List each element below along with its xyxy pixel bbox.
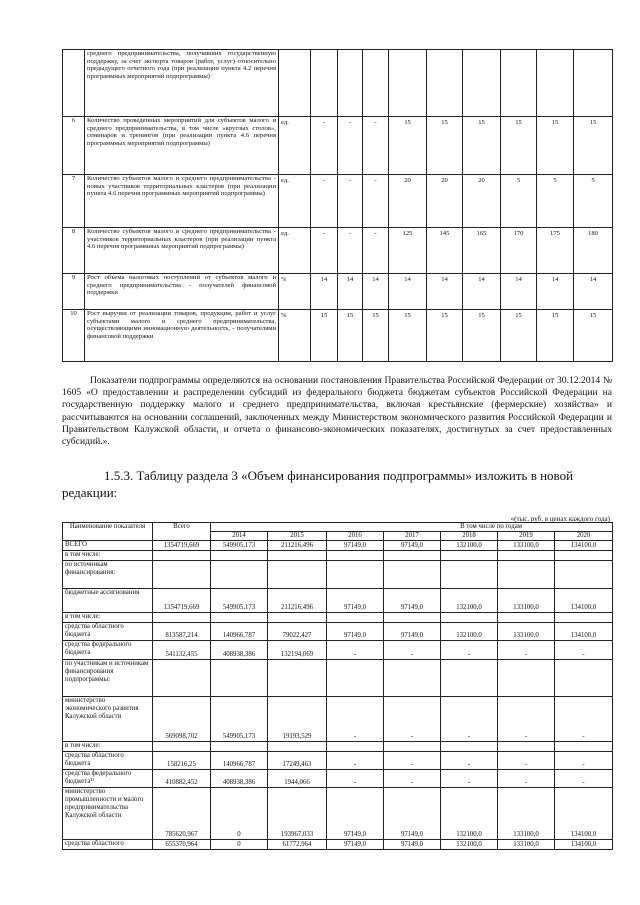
financing-value: 134100,0 <box>555 541 613 551</box>
financing-value: 0 <box>211 840 268 850</box>
financing-value <box>555 613 613 623</box>
financing-value <box>498 660 555 697</box>
financing-value: 541132,455 <box>153 641 211 660</box>
indicator-value: 15 <box>501 117 537 175</box>
financing-value: - <box>384 752 441 770</box>
financing-value: 569098,702 <box>153 697 211 742</box>
financing-value <box>498 742 555 752</box>
financing-row-label: средства областного бюджета <box>63 752 153 770</box>
financing-value: - <box>327 770 384 788</box>
financing-row <box>63 788 613 840</box>
units-note: «(тыс. руб. в ценах каждого года) <box>510 515 610 523</box>
financing-row <box>63 613 613 623</box>
financing-value: 813587,214 <box>153 623 211 641</box>
indicator-value: - <box>338 228 363 274</box>
financing-value: 1354719,669 <box>153 589 211 613</box>
indicator-value: 15 <box>389 310 427 362</box>
indicator-value: 15 <box>537 310 574 362</box>
financing-value: - <box>327 697 384 742</box>
header-year: 2016 <box>327 532 384 541</box>
indicator-value: - <box>311 117 338 175</box>
indicator-value: 14 <box>389 274 427 310</box>
financing-value <box>268 551 327 561</box>
financing-value: 158216,25 <box>153 752 211 770</box>
financing-value: - <box>441 697 498 742</box>
financing-value <box>268 742 327 752</box>
financing-row <box>63 641 613 660</box>
financing-value <box>153 613 211 623</box>
financing-value <box>211 742 268 752</box>
section-heading: 1.5.3. Таблицу раздела 3 «Объем финансирования подпрограммы» изложить в новой редакции: <box>62 468 574 500</box>
financing-value: - <box>555 697 613 742</box>
financing-value: 134100,0 <box>555 840 613 850</box>
financing-row-label: по участникам и источникам финансирования подпрограммы: <box>63 660 153 697</box>
indicator-value: 15 <box>463 310 501 362</box>
indicator-value <box>338 50 363 117</box>
financing-value: - <box>327 752 384 770</box>
header-year: 2015 <box>268 532 327 541</box>
financing-value: - <box>384 770 441 788</box>
financing-row <box>63 623 613 641</box>
financing-value <box>498 561 555 589</box>
indicator-value: 14 <box>427 274 463 310</box>
indicator-value: 5 <box>537 175 574 228</box>
financing-value: 97149,0 <box>327 589 384 613</box>
financing-value <box>555 551 613 561</box>
financing-row <box>63 697 613 742</box>
header-year: 2019 <box>498 532 555 541</box>
indicator-value: 15 <box>363 310 389 362</box>
financing-value: - <box>384 641 441 660</box>
indicator-value: 14 <box>463 274 501 310</box>
financing-value <box>211 551 268 561</box>
financing-value: 132100,0 <box>441 589 498 613</box>
indicator-value: 15 <box>463 117 501 175</box>
indicator-value <box>463 50 501 117</box>
financing-value <box>268 561 327 589</box>
indicator-value <box>574 50 613 117</box>
financing-value <box>384 551 441 561</box>
indicator-value: 15 <box>338 310 363 362</box>
financing-value: 97149,0 <box>384 623 441 641</box>
financing-value: 549905,173 <box>211 541 268 551</box>
indicator-value: 14 <box>338 274 363 310</box>
indicator-number: 9 <box>63 274 85 310</box>
financing-value: 0 <box>211 788 268 840</box>
financing-value: 97149,0 <box>327 541 384 551</box>
indicator-row <box>63 228 613 274</box>
indicator-value: 170 <box>501 228 537 274</box>
indicator-row <box>63 50 613 117</box>
indicator-unit: % <box>279 274 311 310</box>
indicator-value: 15 <box>427 310 463 362</box>
financing-row-label: средства федерального бюджета <box>63 641 153 660</box>
financing-value: 410882,452 <box>153 770 211 788</box>
financing-value: 97149,0 <box>327 623 384 641</box>
indicator-value: 14 <box>501 274 537 310</box>
header-name: Наименование показателя <box>63 523 153 541</box>
financing-row-label: средства областного бюджета <box>63 623 153 641</box>
financing-row <box>63 742 613 752</box>
financing-value: 140966,787 <box>211 623 268 641</box>
financing-value <box>211 561 268 589</box>
financing-value: 1944,066 <box>268 770 327 788</box>
financing-value <box>268 613 327 623</box>
indicator-name: Количество субъектов малого и среднего предпринимательства - новых участников территориальных кластеров (при реализации пункта 4.6 перечня программных мероприятий подпрограммы) <box>85 175 279 228</box>
financing-value: 97149,0 <box>384 788 441 840</box>
financing-row-label: в том числе: <box>63 742 153 752</box>
indicator-value: 20 <box>389 175 427 228</box>
financing-value: - <box>498 752 555 770</box>
financing-value <box>327 551 384 561</box>
indicator-value: - <box>338 117 363 175</box>
indicator-value: - <box>311 175 338 228</box>
indicator-value <box>537 50 574 117</box>
indicator-number: 10 <box>63 310 85 362</box>
indicators-note-paragraph: Показатели подпрограммы определяются на основании постановления Правительства Российской Федерации от 30.12.2014 № 1605 «О предоставлении и распределении субсидий из федерального бюджета бюджетам субъектов Российской Федерации на государственную поддержку малого и среднего предпринимательства, включая крестьянские (фермерские) хозяйства» и рассчитываются на основании соглашений, заключенных между Министерством экономического развития Российской Федерации и Правительством Калужской области, и отчета о финансово-экономических показателях, достигнутых за счет предоставленных субсидий.». <box>62 375 612 448</box>
financing-value <box>498 551 555 561</box>
indicator-value <box>311 50 338 117</box>
indicator-value: 15 <box>501 310 537 362</box>
financing-row <box>63 660 613 697</box>
financing-value: 211216,496 <box>268 589 327 613</box>
financing-value: 549905,173 <box>211 697 268 742</box>
financing-row-label: средства областного <box>63 840 153 850</box>
indicator-value <box>363 50 389 117</box>
financing-value <box>441 613 498 623</box>
financing-value <box>153 551 211 561</box>
financing-row-label: по источникам финансирования: <box>63 561 153 589</box>
indicator-value: 15 <box>427 117 463 175</box>
financing-value: 132100,0 <box>441 623 498 641</box>
financing-row <box>63 752 613 770</box>
financing-value <box>384 742 441 752</box>
indicator-value: 15 <box>389 117 427 175</box>
financing-row <box>63 551 613 561</box>
financing-value: 655370,964 <box>153 840 211 850</box>
indicator-unit: % <box>279 310 311 362</box>
financing-value: 97149,0 <box>327 840 384 850</box>
financing-value <box>498 613 555 623</box>
financing-value <box>384 613 441 623</box>
financing-value: - <box>555 752 613 770</box>
financing-value <box>327 660 384 697</box>
financing-value <box>327 742 384 752</box>
financing-value <box>555 742 613 752</box>
indicator-unit: ед. <box>279 175 311 228</box>
financing-value: 97149,0 <box>384 840 441 850</box>
financing-value: 785620,967 <box>153 788 211 840</box>
indicator-row <box>63 175 613 228</box>
indicator-value: 20 <box>427 175 463 228</box>
indicator-value: 20 <box>463 175 501 228</box>
header-year: 2017 <box>384 532 441 541</box>
header-total: Всего <box>153 523 211 541</box>
indicator-value: 165 <box>463 228 501 274</box>
indicator-name: Рост выручки от реализации товаров, продукции, работ и услуг субъектами малого и среднего предпринимательства, осуществляющими инновационную деятельность, - получателями финансовой поддержки <box>85 310 279 362</box>
financing-value: 133100,0 <box>498 623 555 641</box>
financing-row-label: в том числе: <box>63 551 153 561</box>
financing-value: - <box>498 641 555 660</box>
financing-value: 408938,386 <box>211 641 268 660</box>
indicator-value: 14 <box>311 274 338 310</box>
financing-value <box>153 742 211 752</box>
indicator-value <box>427 50 463 117</box>
indicator-name: среднего предпринимательства, получивших государственную поддержку, за счет экспорта товаров (работ, услуг) относительно предыдущего отчетного года (при реализации пункта 4.2 перечня программных мероприятий подпрограммы) <box>85 50 279 117</box>
indicator-value: - <box>311 228 338 274</box>
financing-value <box>441 561 498 589</box>
financing-row-label: министерство промышленности и малого предпринимательства Калужской области <box>63 788 153 840</box>
financing-table <box>62 522 613 850</box>
indicator-value: 180 <box>574 228 613 274</box>
financing-value <box>211 660 268 697</box>
financing-value: 134100,0 <box>555 788 613 840</box>
financing-value <box>441 660 498 697</box>
financing-value: 1354719,669 <box>153 541 211 551</box>
financing-value: - <box>384 697 441 742</box>
indicator-row <box>63 117 613 175</box>
indicator-value: 125 <box>389 228 427 274</box>
header-year: 2020 <box>555 532 613 541</box>
financing-value: - <box>555 770 613 788</box>
financing-value <box>441 742 498 752</box>
indicator-unit <box>279 50 311 117</box>
financing-value: 133100,0 <box>498 840 555 850</box>
indicator-name: Количество субъектов малого и среднего предпринимательства - участников территориальных кластеров (при реализации пункта 4.6 перечня программных мероприятий подпрограммы) <box>85 228 279 274</box>
financing-value <box>555 561 613 589</box>
financing-value: 97149,0 <box>384 589 441 613</box>
indicator-value: - <box>338 175 363 228</box>
indicators-table <box>62 49 613 362</box>
financing-row <box>63 770 613 788</box>
financing-value: 132194,069 <box>268 641 327 660</box>
indicator-value: 14 <box>363 274 389 310</box>
financing-value: 549905,173 <box>211 589 268 613</box>
financing-value: 132100,0 <box>441 840 498 850</box>
financing-value: 133100,0 <box>498 788 555 840</box>
indicator-value: - <box>363 175 389 228</box>
financing-value: 61772,964 <box>268 840 327 850</box>
indicator-row <box>63 274 613 310</box>
financing-value <box>153 561 211 589</box>
indicator-name: Рост объема налоговых поступлений от субъектов малого и среднего предпринимательства - получателей финансовой поддержки <box>85 274 279 310</box>
financing-row <box>63 840 613 850</box>
indicator-value: 15 <box>537 117 574 175</box>
financing-value: - <box>441 770 498 788</box>
indicator-value: 175 <box>537 228 574 274</box>
financing-value: - <box>498 770 555 788</box>
indicator-unit: ед. <box>279 228 311 274</box>
financing-value <box>268 660 327 697</box>
indicator-name: Количество проведенных мероприятий для субъектов малого и среднего предпринимательства, в том числе «круглых столов», семинаров и тренингов (при реализации пункта 4.6 перечня программных мероприятий подпрограммы) <box>85 117 279 175</box>
financing-value <box>555 660 613 697</box>
indicator-number: 7 <box>63 175 85 228</box>
financing-value: 17249,463 <box>268 752 327 770</box>
financing-value: 211216,496 <box>268 541 327 551</box>
financing-value <box>327 561 384 589</box>
financing-value: 408938,386 <box>211 770 268 788</box>
header-year: 2018 <box>441 532 498 541</box>
indicator-value: 5 <box>574 175 613 228</box>
indicator-value: 15 <box>574 117 613 175</box>
financing-value <box>327 613 384 623</box>
financing-value: 134100,0 <box>555 623 613 641</box>
indicator-value <box>389 50 427 117</box>
financing-value: - <box>555 641 613 660</box>
financing-value: - <box>327 641 384 660</box>
financing-value: 132100,0 <box>441 541 498 551</box>
financing-value: 134100,0 <box>555 589 613 613</box>
financing-value: 97149,0 <box>327 788 384 840</box>
indicator-value: 15 <box>574 310 613 362</box>
financing-row <box>63 561 613 589</box>
indicator-value: - <box>363 117 389 175</box>
indicator-number <box>63 50 85 117</box>
indicator-row <box>63 310 613 362</box>
financing-value <box>153 660 211 697</box>
financing-row-label: министерство экономического развития Калужской области <box>63 697 153 742</box>
indicator-unit: ед. <box>279 117 311 175</box>
indicator-number: 6 <box>63 117 85 175</box>
financing-value: 19193,529 <box>268 697 327 742</box>
financing-row <box>63 589 613 613</box>
financing-value: 79022,427 <box>268 623 327 641</box>
indicator-value: - <box>363 228 389 274</box>
financing-value <box>441 551 498 561</box>
header-year: 2014 <box>211 532 268 541</box>
indicator-value <box>501 50 537 117</box>
financing-value: 97149,0 <box>384 541 441 551</box>
financing-value: 133100,0 <box>498 541 555 551</box>
financing-value <box>384 660 441 697</box>
financing-value <box>384 561 441 589</box>
financing-header-row-1 <box>63 523 613 532</box>
indicator-value: 15 <box>311 310 338 362</box>
financing-row-label: средства федерального бюджета¹⁾ <box>63 770 153 788</box>
financing-value: - <box>441 641 498 660</box>
financing-value: - <box>441 752 498 770</box>
indicator-value: 14 <box>537 274 574 310</box>
indicator-value: 5 <box>501 175 537 228</box>
financing-row-label: бюджетные ассигнования <box>63 589 153 613</box>
header-by-years: В том числе по годам <box>211 523 613 532</box>
financing-value <box>211 613 268 623</box>
financing-row-label: в том числе: <box>63 613 153 623</box>
financing-value: - <box>498 697 555 742</box>
financing-row-label: ВСЕГО <box>63 541 153 551</box>
financing-row <box>63 541 613 551</box>
indicator-number: 8 <box>63 228 85 274</box>
financing-value: 132100,0 <box>441 788 498 840</box>
financing-value: 140966,787 <box>211 752 268 770</box>
indicator-value: 145 <box>427 228 463 274</box>
indicator-value: 14 <box>574 274 613 310</box>
financing-value: 193967,033 <box>268 788 327 840</box>
financing-value: 133100,0 <box>498 589 555 613</box>
